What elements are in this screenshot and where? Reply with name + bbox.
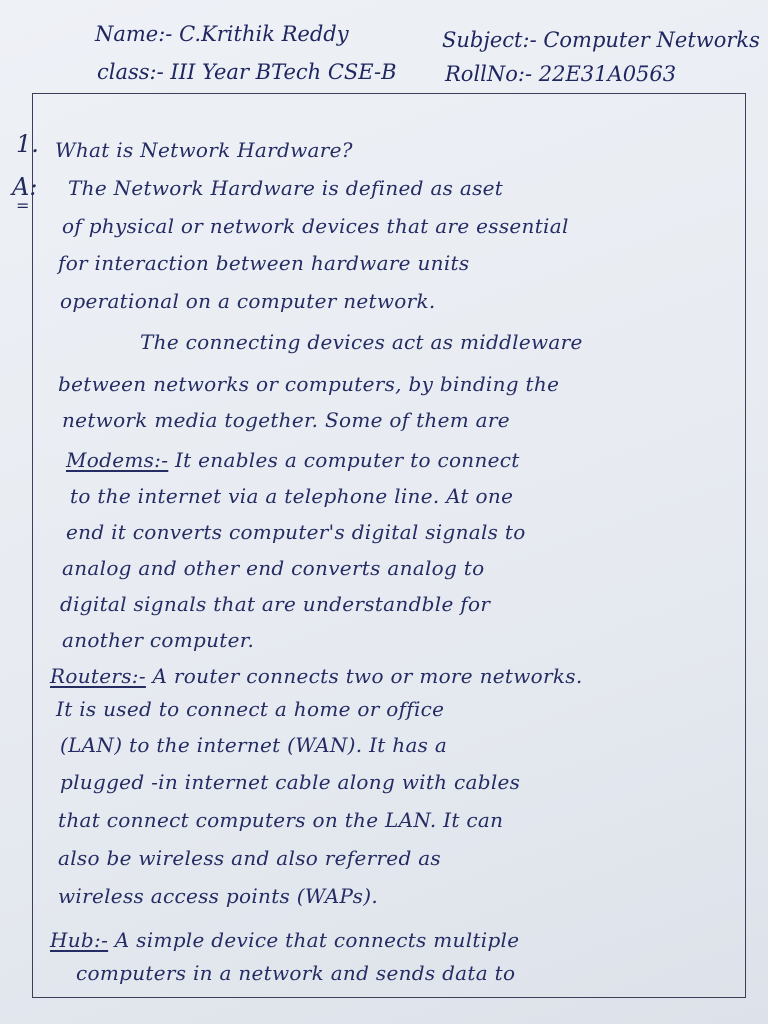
- term-description: A router connects two or more networks.: [145, 664, 583, 688]
- answer-line: operational on a computer network.: [60, 289, 436, 313]
- answer-line: [50, 928, 519, 952]
- answer-line: It is used to connect a home or office: [56, 697, 445, 721]
- answer-line: that connect computers on the LAN. It can: [58, 808, 504, 832]
- question-text: What is Network Hardware?: [55, 138, 353, 162]
- answer-line: [66, 448, 520, 472]
- term-heading: Modems:-: [66, 448, 169, 472]
- answer-line: also be wireless and also referred as: [58, 846, 441, 870]
- term-description: A simple device that connects multiple: [108, 928, 520, 952]
- student-name: Name:- C.Krithik Reddy: [95, 22, 349, 46]
- answer-line: The Network Hardware is defined as aset: [68, 176, 504, 200]
- answer-line: plugged -in internet cable along with cables: [60, 770, 521, 794]
- answer-marker: A:: [12, 173, 38, 201]
- roll-number: RollNo:- 22E31A0563: [445, 62, 677, 86]
- term-heading: Routers:-: [50, 664, 146, 688]
- answer-line: to the internet via a telephone line. At one: [70, 484, 514, 508]
- subject: Subject:- Computer Networks: [442, 28, 760, 52]
- answer-line: wireless access points (WAPs).: [58, 884, 379, 908]
- question-number: 1.: [16, 130, 39, 158]
- answer-line: [50, 664, 583, 688]
- answer-line: another computer.: [62, 628, 255, 652]
- answer-line: The connecting devices act as middleware: [140, 330, 583, 354]
- answer-line: computers in a network and sends data to: [76, 961, 516, 985]
- answer-line: digital signals that are understandble for: [60, 592, 491, 616]
- term-description: It enables a computer to connect: [168, 448, 520, 472]
- answer-line: (LAN) to the internet (WAN). It has a: [60, 733, 448, 757]
- answer-line: network media together. Some of them are: [62, 408, 510, 432]
- answer-line: for interaction between hardware units: [58, 251, 470, 275]
- answer-line: of physical or network devices that are essential: [62, 214, 569, 238]
- answer-line: between networks or computers, by binding the: [58, 372, 560, 396]
- class-info: class:- III Year BTech CSE-B: [97, 60, 397, 84]
- term-heading: Hub:-: [50, 928, 109, 952]
- answer-line: analog and other end converts analog to: [62, 556, 485, 580]
- answer-underline-mark: =: [16, 196, 30, 215]
- answer-line: end it converts computer's digital signals to: [66, 520, 526, 544]
